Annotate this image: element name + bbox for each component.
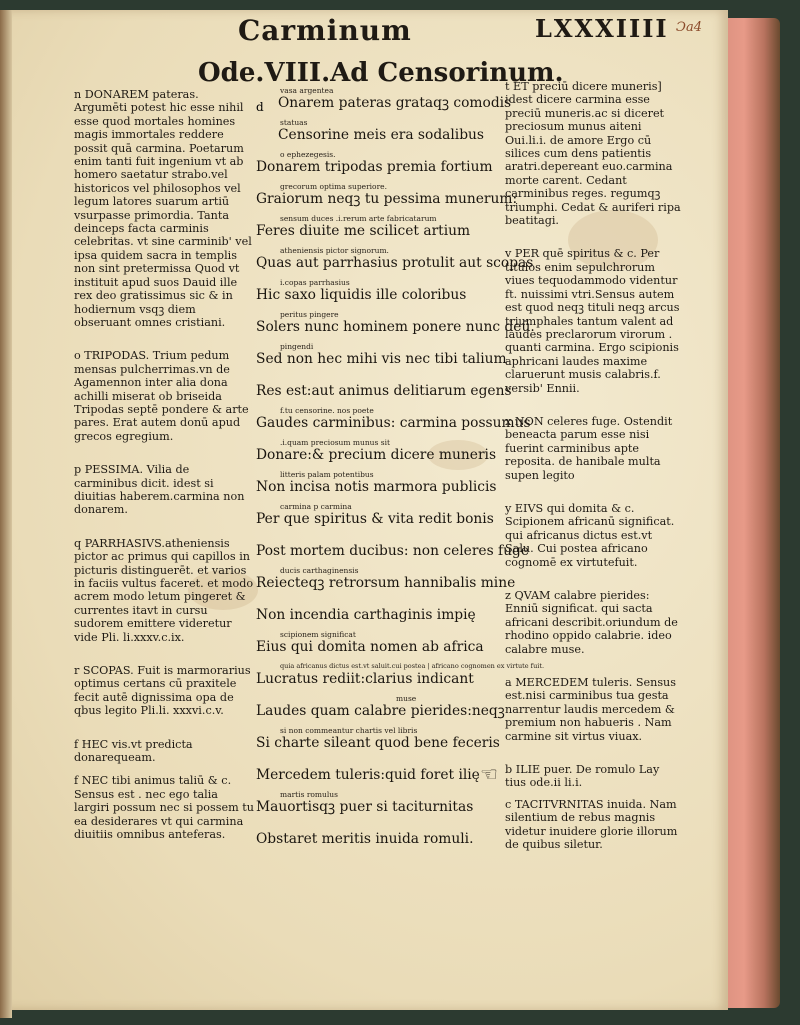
interlinear-gloss: grecorum optima superiore. xyxy=(280,182,387,191)
commentary-note: q PARRHASIVS.atheniensis pictor ac primus qui capillos in picturis distinguerēt. et varios in faciis vultus faceret. et modo acrem modo letum pingeret & currentes itavt in cursu sudorem emittere videretur vide Pli. li.xxxv.c.ix. xyxy=(74,536,254,644)
verse-line: Res est:aut animus delitiarum egens xyxy=(256,383,512,399)
verse-line: Quas aut parrhasius protulit aut scopas xyxy=(256,255,534,271)
verse xyxy=(256,342,506,368)
interlinear-gloss: martis romulus xyxy=(280,790,338,799)
folio-number: LXXXIIII xyxy=(535,14,669,43)
verse xyxy=(256,790,506,816)
binding-gutter xyxy=(0,10,12,1018)
verse-line: Sed non hec mihi vis nec tibi talium xyxy=(256,351,507,367)
commentary-note: b ILIE puer. De romulo Lay tius ode.ii li.i. xyxy=(505,763,660,790)
verse-line: Censorine meis era sodalibus xyxy=(278,127,485,143)
interlinear-gloss: quia africanus dictus est.vt saluit.cui postea | africano cognomen ex virtute fuit. xyxy=(280,662,545,670)
interlinear-gloss xyxy=(256,822,506,831)
interlinear-gloss: sensum duces .i.rerum arte fabricatarum xyxy=(280,214,437,223)
interlinear-gloss: litteris palam potentibus xyxy=(280,470,374,479)
verse-line: Per que spiritus & vita redit bonis xyxy=(256,511,494,527)
interlinear-gloss xyxy=(256,534,506,543)
commentary-note: f NEC tibi animus taliū & c. Sensus est . nec ego talia largiri possum nec si possem tu ea desiderares vt qui carmina diuitiis omnibus anteferas. xyxy=(74,774,254,842)
verse xyxy=(256,118,506,144)
verse xyxy=(256,662,545,688)
verse xyxy=(256,182,518,208)
verse xyxy=(256,278,506,304)
verse xyxy=(256,726,506,752)
commentary-note: n DONAREM pateras. Argumēti potest hic esse nihil esse quod mortales homines magis immortales reddere possit quā carmina. Poetarum enim tanti fuit ingenium vt ab homero saetatur strabo.vel historicos vel philosophos vel legum latores suarum artiū vsurpasse primordia. Tanta deinceps facta carminis celebritas. vt sine carminib' vel ipsa quidem sacra in templis non sint pretermissa Quod vt instituit apud suos Dauid ille rex deo gratissimus sic & in hodiernum vsqꝫ diem obseruant omnes cristiani. xyxy=(74,88,252,329)
commentary-note: p PESSIMA. Vilia de carminibus dicit. idest si diuitias haberem.carmina non donarem. xyxy=(74,463,245,517)
verse-line: Feres diuite me scilicet artium xyxy=(256,223,471,239)
commentary-note: o TRIPODAS. Trium pedum mensas pulcherrimas.vn de Agamennon inter alia dona achilli miserat ob briseida Tripodas septē pondere & arte pares. Erat autem donū apud grecos egregium. xyxy=(74,349,249,443)
commentary-note: c TACITVRNITAS inuida. Nam silentium de rebus magnis videtur inuidere glorie illorum de quibus siletur. xyxy=(505,797,678,852)
verse xyxy=(256,598,506,624)
commentary-note: f HEC vis.vt predicta donarequeam. xyxy=(74,737,193,765)
left-commentary xyxy=(74,88,254,862)
verse-line: Donare:& precium dicere muneris xyxy=(256,447,497,463)
verse-marker: d xyxy=(256,100,264,114)
commentary-note: a MERCEDEM tuleris. Sensus est.nisi carminibus tua gesta narrentur laudis mercedem & premium non habueris . Nam carmine sit virtus viuax. xyxy=(505,676,677,743)
pointing-hand-icon: ☜ xyxy=(480,762,498,786)
interlinear-gloss: statuas xyxy=(280,118,308,127)
verse xyxy=(256,758,506,784)
verse xyxy=(256,470,506,496)
verse-line: Si charte sileant quod bene feceris xyxy=(256,735,500,751)
verse-line: Post mortem ducibus: non celeres fuge xyxy=(256,543,530,559)
interlinear-gloss: pingendi xyxy=(280,342,314,351)
commentary-note: v PER quē spiritus & c. Per titulos enim sepulchrorum viues tequodammodo videntur ft. nuissimi vtri.Sensus autem est quod neqꝫ tituli neqꝫ arcus triumphales tantum valent ad laudes preclarorum virorum . quanti carmina. Ergo scipionis aphricani laudes maxime claruerunt musis calabris.f. versib' Ennii. xyxy=(505,247,680,395)
verse-line: Laudes quam calabre pierides:neqꝫ xyxy=(256,703,505,719)
verse xyxy=(256,534,530,560)
verse-line: Graiorum neqꝫ tu pessima munerum: xyxy=(256,191,518,207)
interlinear-gloss: vasa argentea xyxy=(280,86,334,95)
verse xyxy=(256,214,506,240)
commentary-note: t ET preciū dicere muneris] idest dicere carmina esse preciū muneris.ac si diceret preciosum munus aiteni Oui.li.i. de amore Ergo cū silices cum dens patientis aratri.depereant euo.carmina morte carent. Cedant carminibus reges. regumqꝫ triumphi. Cedat & auriferi ripa beatitagi. xyxy=(505,80,681,228)
verse xyxy=(256,502,506,528)
verse xyxy=(256,86,512,112)
folio-annotation: Ɔa4 xyxy=(676,20,702,35)
verse-line: Onarem pateras grataqꝫ comodis xyxy=(278,95,512,111)
verse-line: Mauortisqꝫ puer si taciturnitas xyxy=(256,799,474,815)
verse xyxy=(256,438,506,464)
verse-line: Non incisa notis marmora publicis xyxy=(256,479,497,495)
interlinear-gloss: peritus pingere xyxy=(280,310,339,319)
running-head: Carminum xyxy=(238,14,412,47)
verse-line: Reiecteqꝫ retrorsum hannibalis mine xyxy=(256,575,516,591)
interlinear-gloss: f.tu censorine. nos poete xyxy=(280,406,374,415)
verse-line: Eius qui domita nomen ab africa xyxy=(256,639,484,655)
interlinear-gloss: muse xyxy=(396,694,417,703)
verse-line: Non incendia carthaginis impię xyxy=(256,607,476,623)
interlinear-gloss xyxy=(256,374,506,383)
verse-line: Donarem tripodas premia fortium xyxy=(256,159,493,175)
verse xyxy=(256,822,506,848)
interlinear-gloss xyxy=(256,758,506,767)
verse xyxy=(256,406,531,432)
verse-line: Hic saxo liquidis ille coloribus xyxy=(256,287,467,303)
interlinear-gloss: carmina p carmina xyxy=(280,502,352,511)
verse xyxy=(256,374,512,400)
interlinear-gloss xyxy=(256,598,506,607)
verse xyxy=(256,310,535,336)
verse-line: Obstaret meritis inuida romuli. xyxy=(256,831,474,847)
poem-verses xyxy=(256,86,545,854)
commentary-note: y EIVS qui domita & c. Scipionem africanū significat. qui africanus dictus est.vt Salu. Cui postea africano cognomē ex virtutefuit. xyxy=(505,501,675,569)
poem-title: Ode.VIII.Ad Censorinum. xyxy=(198,58,564,88)
commentary-note: x NON celeres fuge. Ostendit beneacta parum esse nisi fuerint carminibus apte reposita. de hanibale multa supen legito xyxy=(505,414,673,482)
interlinear-gloss: i.copas parrhasius xyxy=(280,278,350,287)
verse-line: Solers nunc hominem ponere nunc deū. xyxy=(256,319,535,335)
commentary-note: z QVAM calabre pierides: Enniū significat. qui sacta africani describit.oriundum de rhodino oppido calabrie. ideo calabre muse. xyxy=(505,589,678,656)
verse-line: Mercedem tuleris:quid foret ilię xyxy=(256,767,480,783)
verse xyxy=(256,630,506,656)
verse-line: Gaudes carminibus: carmina possumus xyxy=(256,415,531,431)
verse xyxy=(256,150,506,176)
right-commentary xyxy=(505,80,683,872)
verse-line: Lucratus rediit:clarius indicant xyxy=(256,671,474,687)
interlinear-gloss: .i.quam preciosum munus sit xyxy=(280,438,390,447)
verse xyxy=(256,246,534,272)
interlinear-gloss: scipionem significat xyxy=(280,630,356,639)
interlinear-gloss: atheniensis pictor signorum. xyxy=(280,246,389,255)
commentary-note: r SCOPAS. Fuit is marmorarius optimus certans cū praxitele fecit autē dignissima opa de qbus legito Pli.li. xxxvi.c.v. xyxy=(74,664,251,718)
interlinear-gloss: si non commeantur chartis vel libris xyxy=(280,726,418,735)
verse xyxy=(256,566,516,592)
interlinear-gloss: ducis carthaginensis xyxy=(280,566,359,575)
interlinear-gloss: o ephezegesis. xyxy=(280,150,336,159)
verse xyxy=(256,694,506,720)
